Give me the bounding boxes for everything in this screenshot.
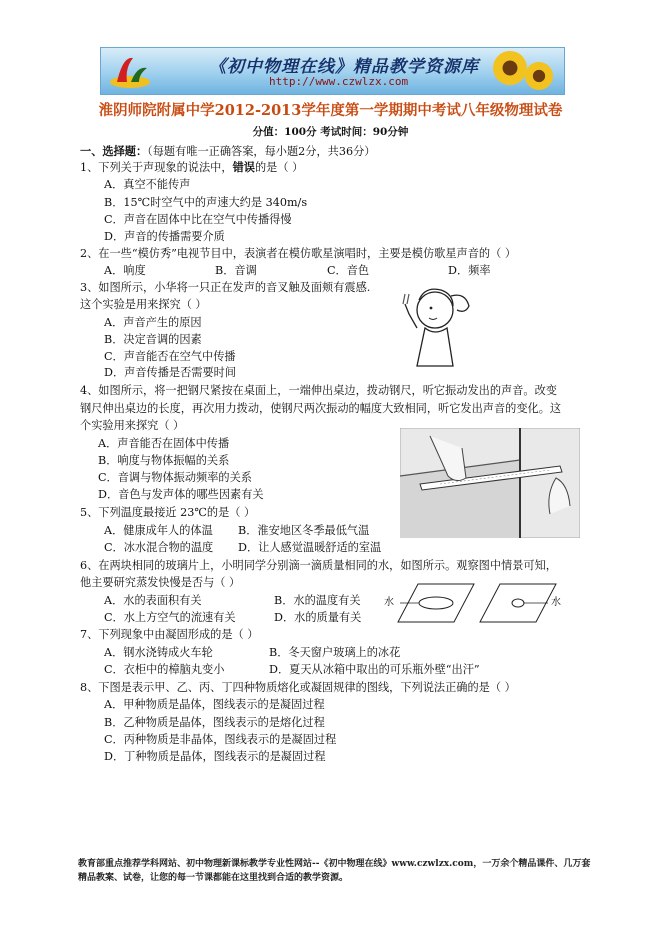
exam-title: 淮阴师院附属中学2012-2013学年度第一学期期中考试八年级物理试卷 [98, 102, 563, 119]
option[interactable]: D．夏天从冰箱中取出的可乐瓶外壁“出汗” [269, 663, 480, 676]
girl-tuning-fork-figure [395, 280, 475, 370]
question-stem: 7、下列现象中由凝固形成的是（ ） [80, 628, 259, 641]
page-footer: 教育部重点推荐学科网站、初中物理新课标教学专业性网站--《初中物理在线》www.czwlzx.com，一万余个精品课件、几万套精品教案、试卷，让您的每一节课都能在这里找到合适的教学资源。 [78, 859, 591, 883]
question-stem: 3、如图所示，小华将一只正在发声的音叉触及面颊有震感. [80, 281, 371, 294]
option[interactable]: A．声音能否在固体中传播 [98, 437, 230, 450]
emphasis-text: 错误 [232, 160, 255, 174]
question-stem: 1、下列关于声现象的说法中，错误的是（ ） [80, 160, 304, 174]
option[interactable]: C．声音能否在空气中传播 [104, 350, 236, 363]
question-stem: 4、如图所示，将一把钢尺紧按在桌面上，一端伸出桌边，拨动钢尺，听它振动发出的声音。改变 [80, 384, 557, 397]
option[interactable]: C．音色 [327, 264, 370, 277]
option[interactable]: B．淮安地区冬季最低气温 [238, 524, 370, 537]
option[interactable]: D．水的质量有关 [274, 611, 362, 624]
site-banner[interactable] [100, 47, 565, 95]
banner-url[interactable]: http://www.czwlzx.com [269, 75, 409, 88]
sunflower-icon [525, 62, 553, 90]
ruler-on-desk-figure [400, 428, 580, 538]
option[interactable]: C．衣柜中的樟脑丸变小 [104, 663, 225, 676]
option[interactable]: C．音调与物体振动频率的关系 [98, 471, 252, 484]
option[interactable]: D．让人感觉温暖舒适的室温 [238, 541, 382, 554]
question-stem: 2、在一些“模仿秀”电视节目中，表演者在模仿歌星演唱时，主要是模仿歌星声音的（ ） [80, 247, 517, 260]
question-stem: 钢尺伸出桌边的长度，再次用力拨动，使钢尺两次振动的幅度大致相同，听它发出声音的变化。这 [80, 402, 562, 415]
question-stem: 他主要研究蒸发快慢是否与（ ） [80, 576, 241, 589]
sunflower-icon [493, 51, 527, 85]
banner-title: 《初中物理在线》精品教学资源库 [209, 57, 479, 77]
option[interactable]: C．声音在固体中比在空气中传播得慢 [104, 213, 292, 226]
question-stem: 5、下列温度最接近 23℃的是（ ） [80, 506, 256, 519]
option[interactable]: D．频率 [448, 264, 491, 277]
section-heading [80, 144, 375, 159]
exam-meta: 分值：100分 考试时间：90分钟 [252, 126, 409, 138]
site-logo-icon [107, 52, 153, 90]
section-note: （每题有唯一正确答案，每小题2分，共36分） [147, 145, 376, 158]
option[interactable]: A．真空不能传声 [104, 178, 191, 191]
option[interactable]: A．甲种物质是晶体，图线表示的是凝固过程 [104, 698, 325, 711]
option[interactable]: C．水上方空气的流速有关 [104, 611, 236, 624]
question-stem: 6、在两块相同的玻璃片上，小明同学分别滴一滴质量相同的水，如图所示。观察图中情景可知， [80, 559, 557, 572]
option[interactable]: C．冰水混合物的温度 [104, 541, 214, 554]
option[interactable]: A．声音产生的原因 [104, 316, 202, 329]
option[interactable]: D．音色与发声体的哪些因素有关 [98, 488, 264, 501]
section-label: 一、选择题： [80, 144, 148, 158]
option[interactable]: B．决定音调的因素 [104, 333, 202, 346]
option[interactable]: A．健康成年人的体温 [104, 524, 213, 537]
question-stem: 这个实验是用来探究（ ） [80, 298, 207, 311]
option[interactable]: B．音调 [215, 264, 257, 277]
option[interactable]: B．响度与物体振幅的关系 [98, 454, 230, 467]
option[interactable]: D．声音的传播需要介质 [104, 230, 225, 243]
glass-plates-water-figure [388, 580, 578, 626]
option[interactable]: B．冬天窗户玻璃上的冰花 [269, 646, 401, 659]
water-label-left: 水 [384, 597, 394, 608]
option[interactable]: D．丁种物质是晶体，图线表示的是凝固过程 [104, 750, 326, 763]
option[interactable]: C．丙种物质是非晶体，图线表示的是凝固过程 [104, 733, 337, 746]
water-label-right: 水 [551, 597, 561, 608]
question-stem: 个实验用来探究（ ） [80, 419, 185, 432]
option[interactable]: D．声音传播是否需要时间 [104, 366, 237, 379]
option[interactable]: A．水的表面积有关 [104, 594, 202, 607]
option[interactable]: A．响度 [104, 264, 146, 277]
option[interactable]: B．15℃时空气中的声速大约是 340m/s [104, 196, 308, 209]
option[interactable]: B．水的温度有关 [274, 594, 361, 607]
option[interactable]: A．钢水浇铸成火车轮 [104, 646, 213, 659]
option[interactable]: B．乙种物质是晶体，图线表示的是熔化过程 [104, 716, 325, 729]
question-stem: 8、下图是表示甲、乙、丙、丁四种物质熔化或凝固规律的图线，下列说法正确的是（ ） [80, 681, 516, 694]
